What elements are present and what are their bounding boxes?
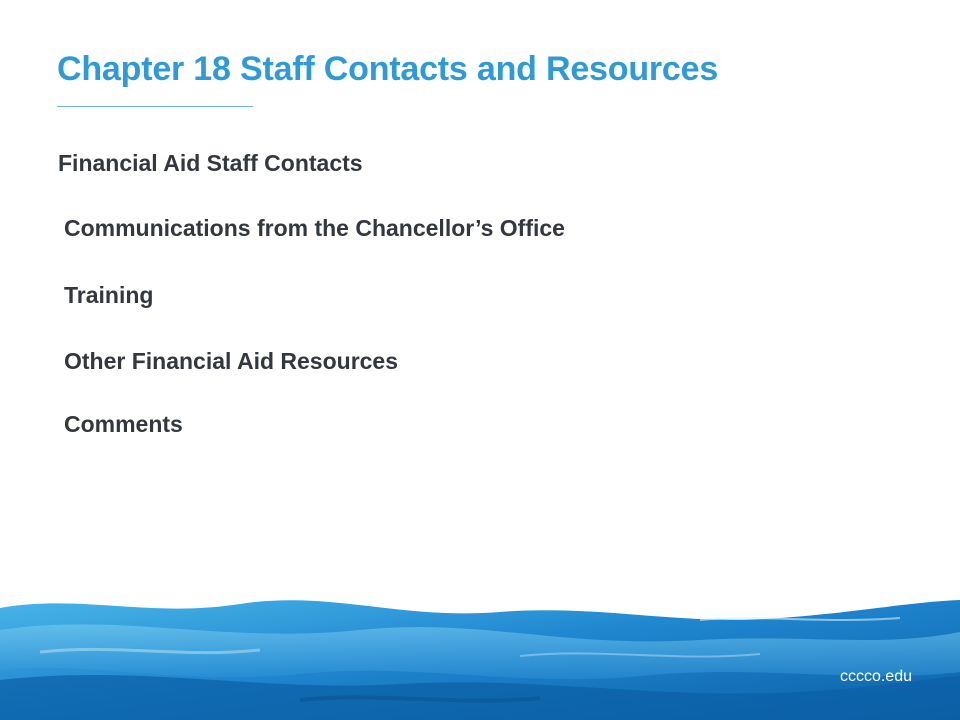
content-item-communications: Communications from the Chancellor’s Office <box>64 215 565 241</box>
title-underline <box>57 106 253 107</box>
content-item-training: Training <box>64 282 154 308</box>
decorative-wave-art <box>0 560 960 720</box>
content-item-financial-aid-staff-contacts: Financial Aid Staff Contacts <box>58 150 363 176</box>
content-item-other-resources: Other Financial Aid Resources <box>64 348 399 374</box>
footer-url: cccco.edu <box>839 668 912 685</box>
content-item-comments: Comments <box>64 411 183 437</box>
slide-title: Chapter 18 Staff Contacts and Resources <box>57 50 719 88</box>
